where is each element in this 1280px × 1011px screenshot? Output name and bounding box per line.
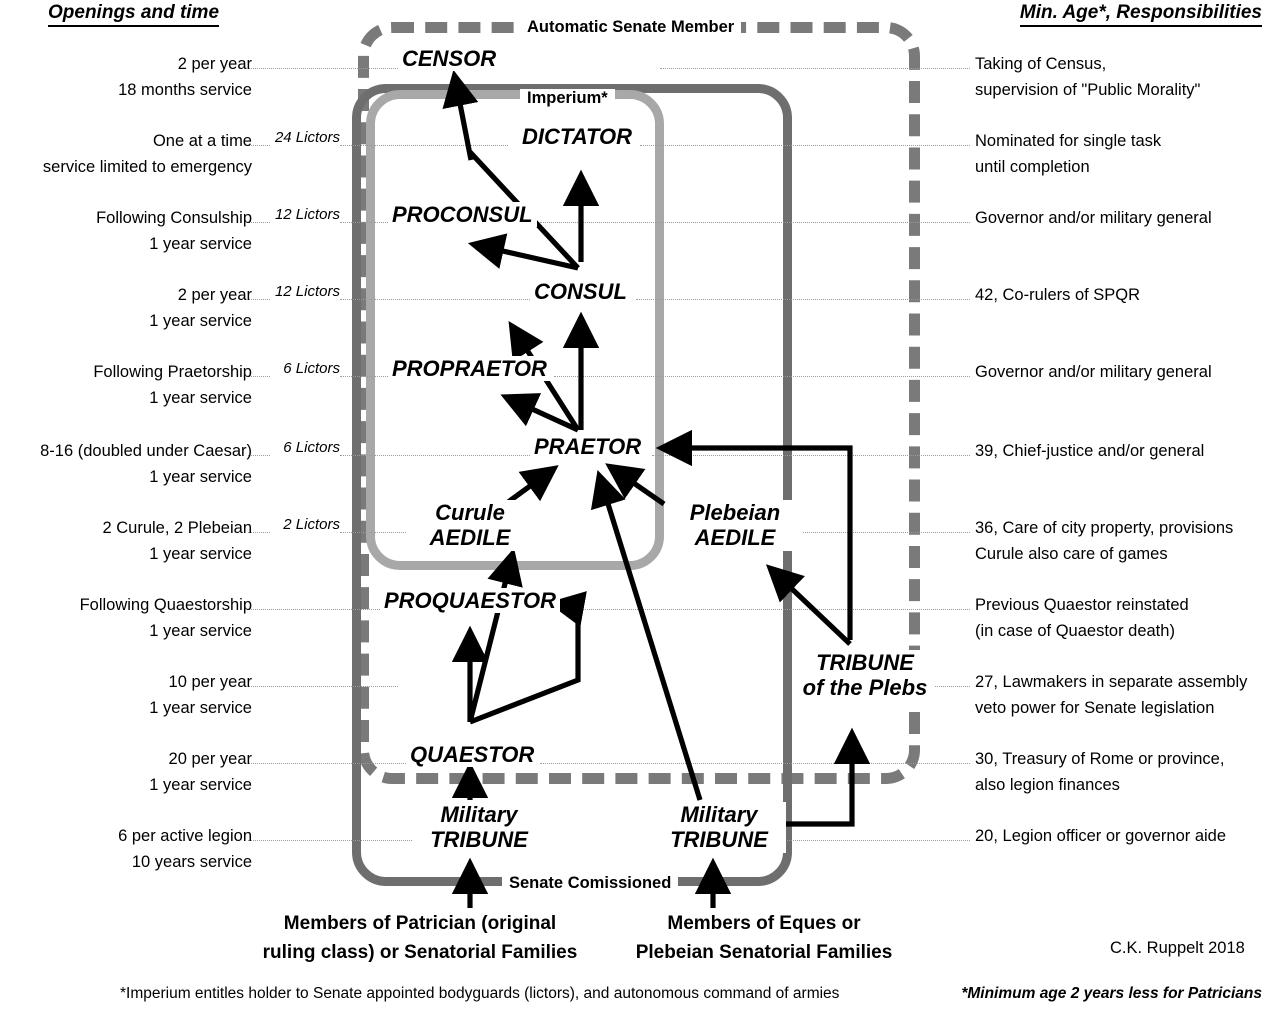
responsibility-military-tribune-1: 20, Legion officer or governor aide [975, 827, 1227, 845]
service-consul: 1 year service [149, 311, 252, 330]
military-tribune-right-line1: Military [680, 802, 758, 827]
responsibility-dictator-1: Nominated for single task [975, 132, 1162, 150]
leader-right-propraetor [554, 376, 970, 377]
office-military-tribune-right[interactable] [652, 802, 786, 853]
leader-left-praetor-b [340, 455, 530, 456]
footnote-min-age: *Minimum age 2 years less for Patricians [961, 985, 1262, 1002]
openings-censor: 2 per year [177, 55, 252, 73]
left-info-consul [149, 283, 252, 334]
frame-label-imperium: Imperium* [520, 89, 615, 108]
leader-left-dictator-b [340, 145, 508, 146]
leader-right-dictator [640, 145, 970, 146]
leader-left-quaestor [248, 763, 408, 764]
left-info-censor [118, 52, 252, 103]
plebeian-aedile-line2: AEDILE [694, 525, 776, 551]
service-proconsul: 1 year service [149, 234, 252, 253]
office-censor[interactable]: CENSOR [398, 46, 500, 71]
military-tribune-left-line1: Military [440, 802, 518, 827]
service-dictator: service limited to emergency [42, 157, 252, 176]
left-info-military-tribune [118, 824, 252, 875]
military-tribune-right-line2: TRIBUNE [670, 827, 768, 853]
lictors-propraetor: 6 Lictors [283, 360, 340, 377]
curule-aedile-line2: AEDILE [429, 525, 511, 551]
lictors-praetor: 6 Lictors [283, 439, 340, 456]
right-info-consul [975, 283, 1140, 309]
right-info-aedile [975, 516, 1233, 567]
source-patrician-line2: ruling class) or Senatorial Families [262, 941, 578, 963]
leader-left-proconsul-b [340, 222, 388, 223]
responsibility-quaestor-2: also legion finances [975, 775, 1120, 794]
left-info-tribune-plebs [149, 670, 252, 721]
leader-left-tribune-plebs [248, 686, 398, 687]
openings-proconsul: Following Consulship [96, 209, 252, 227]
leader-left-aedile-b [340, 532, 408, 533]
footnote-imperium: *Imperium entitles holder to Senate appointed bodyguards (lictors), and autonomous command of armies [120, 985, 840, 1002]
office-praetor[interactable]: PRAETOR [530, 434, 645, 459]
credit-line: C.K. Ruppelt 2018 [1110, 939, 1245, 957]
responsibility-praetor-1: 39, Chief-justice and/or general [975, 442, 1205, 460]
left-info-quaestor [149, 747, 252, 798]
responsibility-proquaestor-1: Previous Quaestor reinstated [975, 596, 1189, 614]
right-info-proconsul [975, 206, 1212, 232]
left-info-propraetor [93, 360, 252, 411]
responsibility-consul-1: 42, Co-rulers of SPQR [975, 286, 1141, 304]
lictors-aedile: 2 Lictors [283, 516, 340, 533]
responsibility-dictator-2: until completion [975, 157, 1090, 176]
column-header-right: Min. Age*, Responsibilities [1020, 2, 1262, 27]
leader-left-proquaestor [248, 609, 380, 610]
leader-left-censor [248, 68, 398, 69]
frame-label-automatic-senate-member: Automatic Senate Member [520, 18, 741, 37]
responsibility-propraetor-1: Governor and/or military general [975, 363, 1212, 381]
leader-left-military-tribune [248, 840, 416, 841]
right-info-praetor [975, 439, 1204, 465]
leader-right-censor [660, 68, 970, 69]
openings-tribune-plebs: 10 per year [168, 673, 252, 691]
right-info-tribune-plebs [975, 670, 1247, 721]
right-info-dictator [975, 129, 1161, 180]
service-propraetor: 1 year service [149, 388, 252, 407]
responsibility-aedile-2: Curule also care of games [975, 544, 1168, 563]
service-quaestor: 1 year service [149, 775, 252, 794]
office-military-tribune-left[interactable] [412, 802, 546, 853]
tribune-plebs-line2: of the Plebs [802, 675, 928, 701]
source-eques [604, 910, 924, 967]
leader-left-consul-b [340, 299, 530, 300]
lictors-dictator: 24 Lictors [274, 129, 340, 146]
right-info-quaestor [975, 747, 1224, 798]
service-tribune-plebs: 1 year service [149, 698, 252, 717]
plebeian-aedile-line1: Plebeian [689, 500, 781, 525]
office-proquaestor[interactable]: PROQUAESTOR [380, 588, 560, 613]
openings-propraetor: Following Praetorship [93, 363, 252, 381]
openings-military-tribune: 6 per active legion [118, 827, 252, 845]
service-praetor: 1 year service [149, 467, 252, 486]
office-propraetor[interactable]: PROPRAETOR [388, 356, 551, 381]
service-military-tribune: 10 years service [131, 852, 252, 871]
office-plebeian-aedile[interactable] [668, 500, 802, 551]
office-quaestor[interactable]: QUAESTOR [406, 742, 538, 767]
left-info-praetor [40, 439, 252, 490]
openings-consul: 2 per year [177, 286, 252, 304]
responsibility-quaestor-1: 30, Treasury of Rome or province, [975, 750, 1225, 768]
office-consul[interactable]: CONSUL [530, 279, 631, 304]
leader-right-proquaestor [560, 609, 970, 610]
column-header-left: Openings and time [48, 2, 219, 27]
military-tribune-left-line2: TRIBUNE [430, 827, 528, 853]
leader-left-propraetor-b [340, 376, 388, 377]
responsibility-tribune-plebs-2: veto power for Senate legislation [975, 698, 1215, 717]
service-proquaestor: 1 year service [149, 621, 252, 640]
right-info-proquaestor [975, 593, 1189, 644]
responsibility-proquaestor-2: (in case of Quaestor death) [975, 621, 1175, 640]
service-censor: 18 months service [118, 80, 252, 99]
openings-quaestor: 20 per year [168, 750, 252, 768]
frame-imperium [366, 90, 664, 570]
lictors-proconsul: 12 Lictors [274, 206, 340, 223]
leader-right-proconsul [540, 222, 970, 223]
leader-right-aedile [784, 532, 970, 533]
right-info-censor [975, 52, 1200, 103]
office-tribune-of-the-plebs[interactable] [796, 650, 934, 701]
right-info-propraetor [975, 360, 1212, 386]
responsibility-proconsul-1: Governor and/or military general [975, 209, 1212, 227]
left-info-dictator [43, 129, 252, 180]
left-info-aedile [102, 516, 252, 567]
service-aedile: 1 year service [149, 544, 252, 563]
left-info-proconsul [96, 206, 252, 257]
responsibility-censor-2: supervision of "Public Morality" [975, 80, 1201, 99]
source-eques-line2: Plebeian Senatorial Families [635, 941, 893, 963]
office-proconsul[interactable]: PROCONSUL [388, 202, 537, 227]
leader-right-consul [636, 299, 970, 300]
responsibility-aedile-1: 36, Care of city property, provisions [975, 519, 1234, 537]
responsibility-censor-1: Taking of Census, [975, 55, 1107, 73]
openings-praetor: 8-16 (doubled under Caesar) [40, 442, 252, 460]
leader-right-quaestor [540, 763, 970, 764]
frame-label-senate-commissioned: Senate Comissioned [502, 874, 678, 893]
openings-dictator: One at a time [152, 132, 252, 150]
curule-aedile-line1: Curule [435, 500, 505, 525]
office-curule-aedile[interactable] [406, 500, 534, 551]
responsibility-tribune-plebs-1: 27, Lawmakers in separate assembly [975, 673, 1248, 691]
source-patrician-line1: Members of Patrician (original [283, 913, 557, 934]
left-info-proquaestor [80, 593, 252, 644]
openings-proquaestor: Following Quaestorship [79, 596, 252, 614]
openings-aedile: 2 Curule, 2 Plebeian [102, 519, 252, 537]
source-patrician [258, 910, 582, 967]
leader-right-praetor [652, 455, 970, 456]
lictors-consul: 12 Lictors [274, 283, 340, 300]
right-info-military-tribune [975, 824, 1226, 850]
office-dictator[interactable]: DICTATOR [518, 124, 636, 149]
source-eques-line1: Members of Eques or [667, 913, 861, 934]
tribune-plebs-line1: TRIBUNE [816, 650, 914, 675]
